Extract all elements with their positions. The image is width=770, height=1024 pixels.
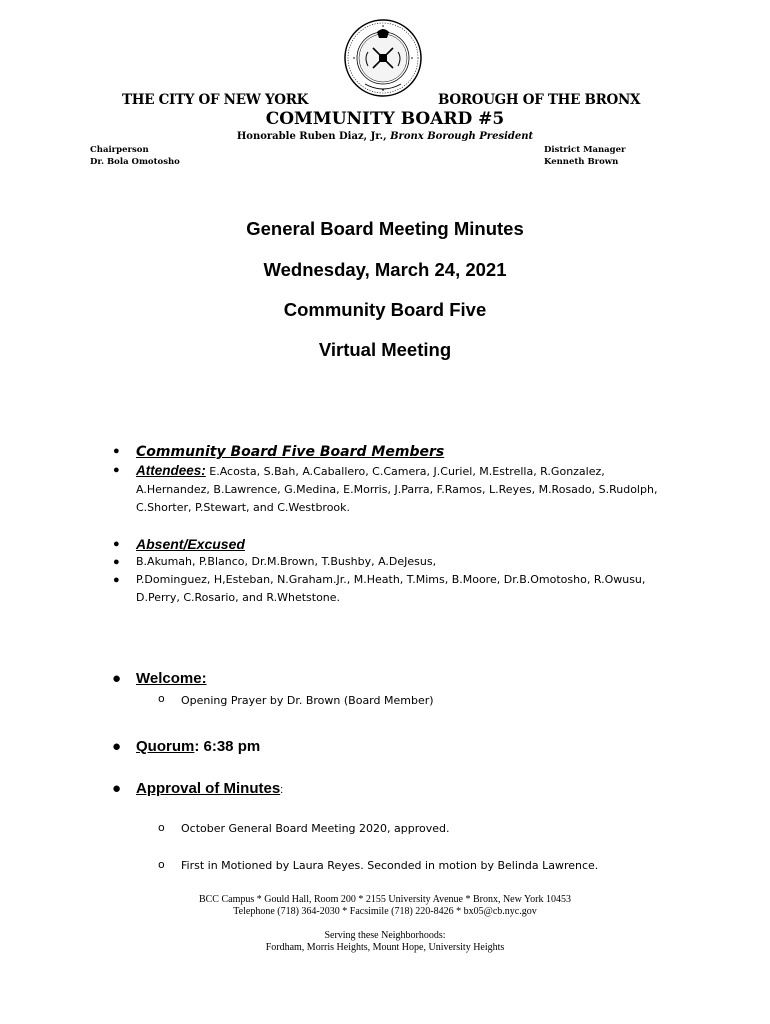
- borough-president-line: [0, 131, 770, 142]
- disc-bullet-icon: ●: [113, 556, 120, 568]
- circle-bullet-icon: o: [158, 821, 165, 834]
- attendees-label: Attendees:: [136, 463, 206, 478]
- city-name: THE CITY OF NEW YORK: [122, 92, 309, 108]
- members-heading: Community Board Five Board Members: [136, 444, 445, 460]
- footer-neighborhoods: Fordham, Morris Heights, Mount Hope, University Heights: [265, 942, 505, 953]
- chairperson-label: Chairperson: [90, 145, 149, 155]
- president-name: Honorable Ruben Diaz, Jr.,: [236, 131, 391, 142]
- disc-bullet-icon: ●: [112, 780, 122, 797]
- approval-heading: Approval of Minutes: [136, 780, 281, 797]
- approval-item-1: October General Board Meeting 2020, approved.: [181, 822, 450, 835]
- disc-bullet-icon: ●: [113, 574, 120, 586]
- disc-bullet-icon: ●: [113, 445, 120, 457]
- district-manager-label: District Manager: [544, 145, 626, 155]
- absent-line-3: D.Perry, C.Rosario, and R.Whetstone.: [136, 591, 341, 604]
- footer-serving: Serving these Neighborhoods:: [324, 930, 446, 941]
- disc-bullet-icon: ●: [112, 670, 122, 687]
- absent-heading: Absent/Excused: [136, 536, 245, 552]
- president-title: Bronx Borough President: [390, 131, 534, 142]
- attendees-line-1: [136, 462, 605, 481]
- footer-phone: Telephone (718) 364-2030 * Facsimile (718) 220-8426 * bx05@cb.nyc.gov: [233, 906, 537, 917]
- board-name: COMMUNITY BOARD #5: [265, 109, 505, 129]
- quorum-line: [136, 738, 260, 755]
- attendees-text-1: E.Acosta, S.Bah, A.Caballero, C.Camera, J.Curiel, M.Estrella, R.Gonzalez,: [205, 465, 605, 478]
- meeting-type: Virtual Meeting: [318, 339, 452, 360]
- board-title: Community Board Five: [283, 299, 487, 320]
- circle-bullet-icon: o: [158, 692, 165, 705]
- welcome-heading: Welcome:: [136, 670, 207, 687]
- district-manager-name: Kenneth Brown: [544, 157, 619, 167]
- attendees-line-2: A.Hernandez, B.Lawrence, G.Medina, E.Morris, J.Parra, F.Ramos, L.Reyes, M.Rosado, S.Rudolph,: [136, 483, 658, 496]
- approval-colon: :: [280, 784, 284, 796]
- disc-bullet-icon: ●: [113, 464, 120, 476]
- absent-line-2: P.Dominguez, H,Esteban, N.Graham.Jr., M.Heath, T.Mims, B.Moore, Dr.B.Omotosho, R.Owusu,: [136, 573, 646, 586]
- quorum-label: Quorum: [136, 738, 195, 755]
- absent-line-1: B.Akumah, P.Blanco, Dr.M.Brown, T.Bushby, A.DeJesus,: [136, 555, 437, 568]
- footer-address: BCC Campus * Gould Hall, Room 200 * 2155 University Avenue * Bronx, New York 10453: [198, 894, 572, 905]
- attendees-line-3: C.Shorter, P.Stewart, and C.Westbrook.: [136, 501, 351, 514]
- meeting-date: Wednesday, March 24, 2021: [263, 259, 507, 280]
- disc-bullet-icon: ●: [113, 538, 120, 550]
- circle-bullet-icon: o: [158, 858, 165, 871]
- quorum-value: : 6:38 pm: [194, 738, 261, 755]
- approval-item-2: First in Motioned by Laura Reyes. Seconded in motion by Belinda Lawrence.: [181, 859, 599, 872]
- welcome-item-1: Opening Prayer by Dr. Brown (Board Member): [181, 694, 434, 707]
- disc-bullet-icon: ●: [112, 738, 122, 755]
- nyc-seal-icon: [343, 18, 423, 98]
- approval-line: [136, 780, 283, 797]
- borough-name: BOROUGH OF THE BRONX: [438, 92, 641, 108]
- chairperson-name: Dr. Bola Omotosho: [90, 157, 180, 167]
- doc-title: General Board Meeting Minutes: [246, 218, 524, 239]
